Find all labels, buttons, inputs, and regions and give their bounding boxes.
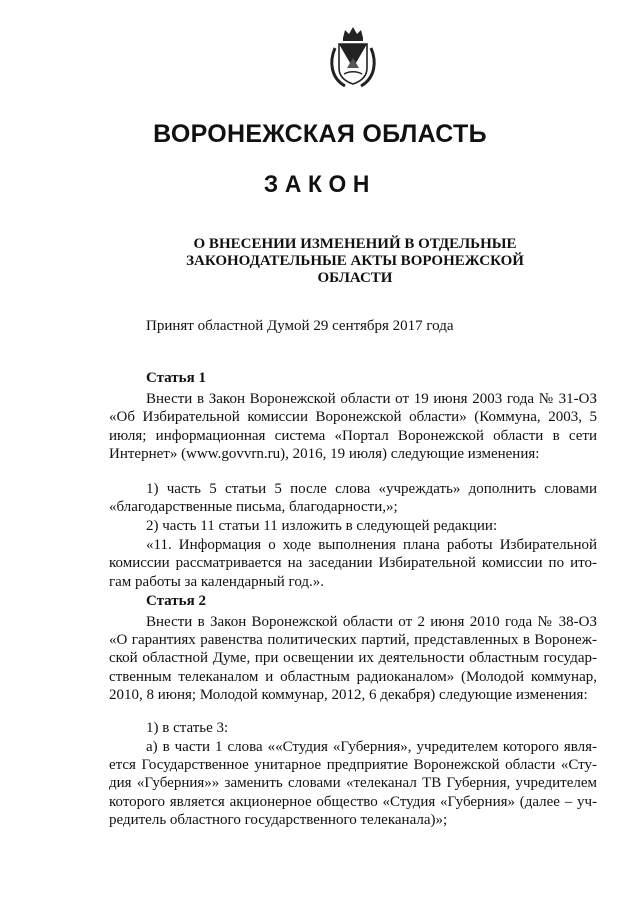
document-type: ЗАКОН bbox=[263, 171, 377, 198]
law-title bbox=[170, 236, 540, 287]
article-1-item-2: 2) часть 11 статьи 11 изложить в следующей редакции: bbox=[146, 518, 498, 534]
article-1-intro: Внести в Закон Воронежской области от 19 июня 2003 года № 31-ОЗ «Об Избирательной комиссии Воронежской области» (Коммуна, 2003, 5 июля; информационная система «Портал Воронежской области в сети Интернет» (www.govvrn.ru), 2016, 19 июля) следующие изменения: bbox=[109, 391, 597, 463]
law-title-line: ОБЛАСТИ bbox=[317, 270, 393, 286]
coat-of-arms-icon bbox=[327, 24, 379, 90]
law-title-line: О ВНЕСЕНИИ ИЗМЕНЕНИЙ В ОТДЕЛЬНЫЕ bbox=[193, 236, 517, 252]
article-2-intro: Внести в Закон Воронежской области от 2 июня 2010 года № 38-ОЗ «О гарантиях равенства политических партий, представленных в Воронежской областной Думе, при освещении их деятельности областным государственным телеканалом и областным радиоканалом» (Молодой коммунар, 2010, 8 июня; Молодой коммунар, 2012, 6 декабря) следующие изменения: bbox=[109, 614, 597, 703]
article-2-item-1a: а) в части 1 слова ««Студия «Губерния», учредителем которого является Государственное унитарное предприятие Воронежской области «Студия «Губерния»» заменить словами «телеканал ТВ Губерния, учредителем которого является акционерное общество «Студия «Губерния» (далее – учредитель областного государственного телеканала)»; bbox=[109, 739, 597, 828]
article-1-item-1: 1) часть 5 статьи 5 после слова «учреждать» дополнить словами «благодарственные письма, благодарности,»; bbox=[109, 481, 597, 516]
article-1-item-2-text: «11. Информация о ходе выполнения плана работы Избирательной комиссии рассматривается на заседании Избирательной комиссии по итогам работы за календарный год.». bbox=[109, 537, 597, 590]
adoption-date: Принят областной Думой 29 сентября 2017 года bbox=[146, 318, 454, 334]
law-title-line: ЗАКОНОДАТЕЛЬНЫЕ АКТЫ ВОРОНЕЖСКОЙ bbox=[186, 253, 524, 269]
article-2-heading: Статья 2 bbox=[146, 593, 206, 609]
article-1-heading: Статья 1 bbox=[146, 370, 206, 386]
region-name: ВОРОНЕЖСКАЯ ОБЛАСТЬ bbox=[153, 120, 487, 148]
article-2-item-1: 1) в статье 3: bbox=[146, 720, 229, 736]
